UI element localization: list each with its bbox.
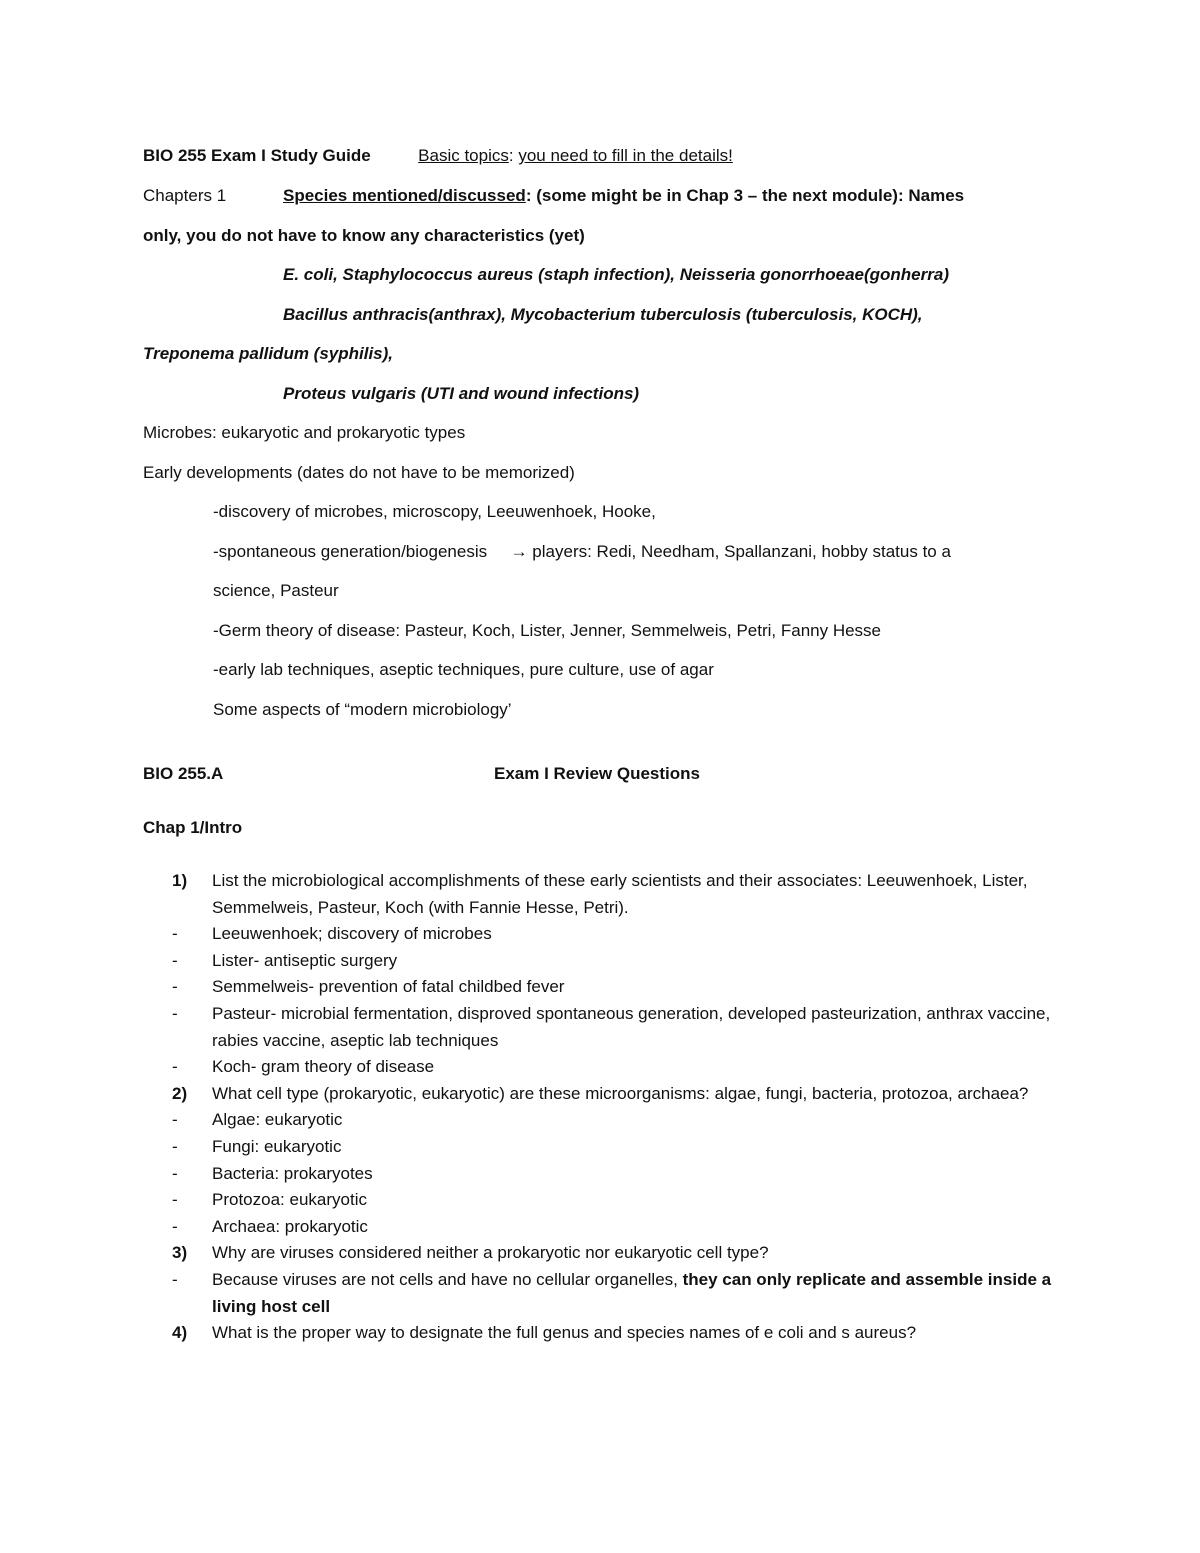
- species-note-1: : (some might be in Chap 3 – the next module): Names: [525, 186, 965, 205]
- list-marker: 2): [172, 1083, 188, 1103]
- list-item-text: List the microbiological accomplishments of these early scientists and their associates: Leeuwenhoek, Lister, Semmelweis, Pasteur, Koch (with Fannie Hesse, Petri).: [212, 871, 1028, 917]
- development-item-2-text: -spontaneous generation/biogenesis: [213, 542, 488, 561]
- list-item-text: Fungi: eukaryotic: [212, 1136, 342, 1156]
- list-marker: 4): [172, 1323, 188, 1343]
- review-course: BIO 255.A: [143, 764, 224, 783]
- list-item: [172, 921, 1072, 948]
- development-item-2: [213, 541, 951, 563]
- list-item-text: Because viruses are not cells and have no cellular organelles,: [212, 1269, 683, 1289]
- review-heading: Exam I Review Questions: [494, 764, 700, 783]
- list-item: [172, 948, 1072, 975]
- list-item-text: Archaea: prokaryotic: [212, 1216, 368, 1236]
- study-guide-title: BIO 255 Exam I Study Guide: [143, 146, 371, 165]
- list-item: [172, 1134, 1072, 1161]
- species-heading: [283, 185, 964, 207]
- list-marker: -: [172, 1110, 178, 1130]
- basic-topics-label: Basic topics: [418, 146, 509, 165]
- list-item: [172, 1161, 1072, 1188]
- list-marker: -: [172, 1216, 178, 1236]
- species-label: Species mentioned/discussed: [283, 186, 526, 205]
- species-line-2: Bacillus anthracis(anthrax), Mycobacterium tuberculosis (tuberculosis, KOCH),: [283, 305, 923, 324]
- list-marker: -: [172, 950, 178, 970]
- list-item-text: Protozoa: eukaryotic: [212, 1190, 367, 1210]
- review-section-title: Chap 1/Intro: [143, 818, 243, 837]
- development-item-1: -discovery of microbes, microscopy, Leeuwenhoek, Hooke,: [213, 502, 656, 521]
- development-item-5: Some aspects of “modern microbiology’: [213, 700, 512, 719]
- list-item: [172, 868, 1072, 921]
- list-marker: -: [172, 1269, 178, 1289]
- list-marker: -: [172, 924, 178, 944]
- species-line-3: Treponema pallidum (syphilis),: [143, 344, 394, 363]
- list-item-text: Pasteur- microbial fermentation, disproved spontaneous generation, developed pasteurization, anthrax vaccine, rabies vaccine, aseptic lab techniques: [212, 1003, 1051, 1050]
- list-marker: 3): [172, 1243, 188, 1263]
- microbes-line: Microbes: eukaryotic and prokaryotic types: [143, 423, 466, 442]
- list-item: [172, 1107, 1072, 1134]
- list-item-text: Semmelweis- prevention of fatal childbed fever: [212, 977, 565, 997]
- species-line-4: Proteus vulgaris (UTI and wound infections): [283, 384, 640, 403]
- list-item: [172, 1320, 1072, 1347]
- species-note-2: only, you do not have to know any characteristics (yet): [143, 226, 585, 245]
- list-item-text: Bacteria: prokaryotes: [212, 1163, 373, 1183]
- arrow-icon: →: [510, 542, 528, 561]
- list-item: [172, 1081, 1072, 1108]
- list-item-text: Algae: eukaryotic: [212, 1110, 343, 1130]
- list-item: [172, 1054, 1072, 1081]
- list-item-text: What is the proper way to designate the full genus and species names of e coli and s aureus?: [212, 1323, 917, 1343]
- list-item-text: Why are viruses considered neither a prokaryotic nor eukaryotic cell type?: [212, 1243, 769, 1263]
- list-marker: -: [172, 1003, 178, 1023]
- list-marker: -: [172, 1190, 178, 1210]
- list-marker: -: [172, 1057, 178, 1077]
- list-item-text: What cell type (prokaryotic, eukaryotic) are these microorganisms: algae, fungi, bacteria, protozoa, archaea?: [212, 1083, 1029, 1103]
- list-item-text: Koch- gram theory of disease: [212, 1057, 435, 1077]
- list-item-text: Leeuwenhoek; discovery of microbes: [212, 924, 492, 944]
- list-item: [172, 1240, 1072, 1267]
- list-item: [172, 1214, 1072, 1241]
- list-marker: -: [172, 1136, 178, 1156]
- list-item: [172, 1267, 1072, 1320]
- development-item-2-continued: science, Pasteur: [213, 581, 339, 600]
- list-item-text: Lister- antiseptic surgery: [212, 950, 398, 970]
- list-item: [172, 974, 1072, 1001]
- chapters-line: [143, 185, 226, 207]
- list-item: [172, 1187, 1072, 1214]
- study-guide-header: [143, 145, 733, 167]
- development-item-3: -Germ theory of disease: Pasteur, Koch, Lister, Jenner, Semmelweis, Petri, Fanny Hesse: [213, 621, 882, 640]
- species-line-1: E. coli, Staphylococcus aureus (staph infection), Neisseria gonorrhoeae(gonherra): [283, 265, 949, 284]
- review-question-list: [172, 868, 1072, 1347]
- chapters-label: Chapters 1: [143, 186, 227, 205]
- list-item: [172, 1001, 1072, 1054]
- list-marker: -: [172, 977, 178, 997]
- list-marker: 1): [172, 871, 188, 890]
- development-item-4: -early lab techniques, aseptic techniques, pure culture, use of agar: [213, 660, 714, 679]
- basic-topics-colon: :: [508, 146, 514, 165]
- basic-topics-note: you need to fill in the details!: [518, 146, 733, 165]
- development-item-2-players: players: Redi, Needham, Spallanzani, hobby status to a: [532, 542, 951, 561]
- list-item-bold-text: they can only replicate and assemble inside a living host cell: [212, 1269, 1052, 1316]
- early-developments-line: Early developments (dates do not have to be memorized): [143, 463, 575, 482]
- list-marker: -: [172, 1163, 178, 1183]
